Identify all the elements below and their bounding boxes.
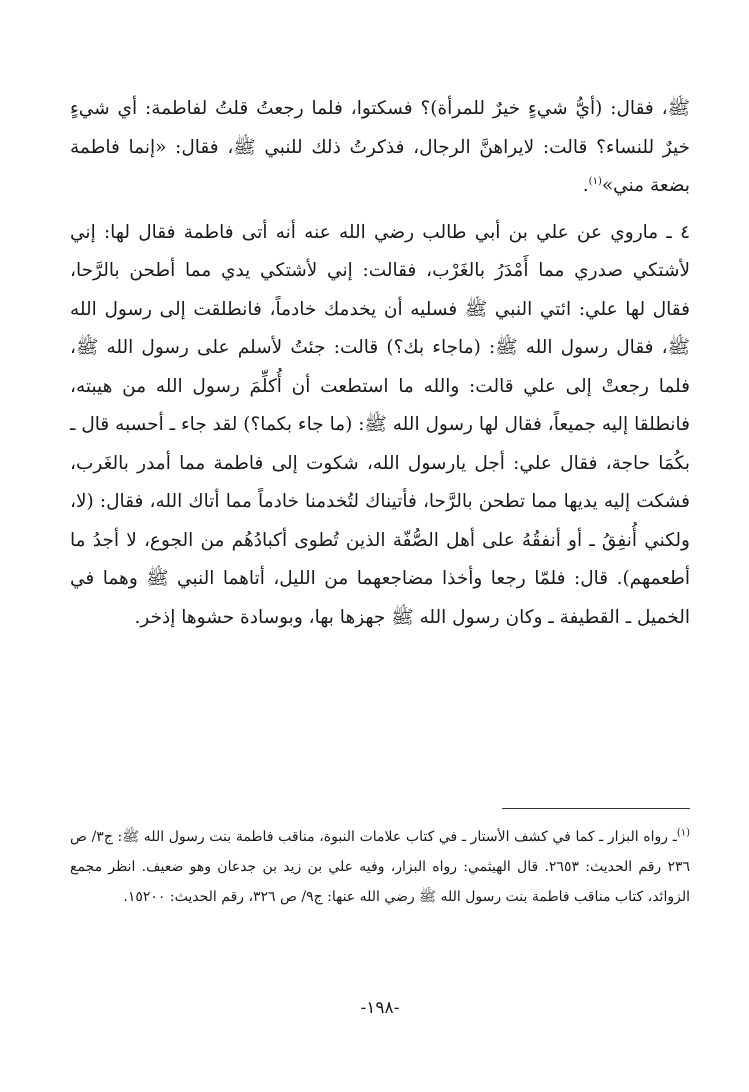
paragraph-1-end: . [582,175,589,196]
footnote-reference: (١) [588,175,602,187]
footnote-text: ـ رواه البزار ـ كما في كشف الأستار ـ في كتاب علامات النبوة، مناقب فاطمة بنت رسول الله ﷺ: ج٣/ ص ٢٣٦ رقم الحديث: ٢٦٥٣. قال الهيثمي: رواه البزار، وفيه علي بن زيد بن جدعان وهو ضعيف. انظر مجمع الزوائد، كتاب مناقب فاطمة بنت رسول الله ﷺ رضي الله عنها: ج٩/ ص ٣٢٦، رقم الحديث: ١٥٢٠٠. [70,829,690,905]
page-body [70,90,690,1070]
paragraph-1-text: ﷺ، فقال: (أيُّ شيءٍ خيرٌ للمرأة)؟ فسكتوا، فلما رجعتُ قلتُ لفاطمة: أي شيءٍ خيرٌ للنساء؟ قالت: لايراهنَّ الرجال، فذكرتُ ذلك للنبي ﷺ، فقال: «إنما فاطمة بضعة مني» [70,98,690,196]
footnote [70,822,690,912]
page-number: -١٩٨- [360,998,400,1018]
footnote-marker: (١) [676,827,690,839]
paragraph-continuation [70,90,690,206]
footnote-divider [502,808,690,809]
paragraph-hadith-4: ٤ ـ ماروي عن علي بن أبي طالب رضي الله عنه أنه أتى فاطمة فقال لها: إني لأشتكي صدري مما أَمْدَرُ بالغَرْب، فقالت: إني لأشتكي يدي مما أطحن بالرَّحا، فقال لها علي: ائتي النبي ﷺ فسليه أن يخدمك خادماً، فانطلقت إلى رسول الله ﷺ، فقال رسول الله ﷺ: (ماجاء بك؟) قالت: جئتُ لأسلم على رسول الله ﷺ، فلما رجعتْ إلى علي قالت: والله ما استطعت أن أُكلِّمَ رسول الله من هيبته، فانطلقا إليه جميعاً، فقال لها رسول الله ﷺ: (ما جاء بكما؟) لقد جاء ـ أحسبه قال ـ بكُمَا حاجة، فقال علي: أجل يارسول الله، شكوت إلى فاطمة مما أمدر بالغَرب، فشكت إليه يديها مما تطحن بالرَّحا، فأتيناك لتُخدمنا خادماً مما أتاك الله، فقال: (لا، ولكني أُنفِقُ ـ أو أنفقُهُ على أهل الصُّفّة الذين تُطوى أكبادُهُم من الجوع، لا أجدُ ما أطعمهم). قال: فلمّا رجعا وأخذا مضاجعهما من الليل، أتاهما النبي ﷺ وهما في الخميل ـ القطيفة ـ وكان رسول الله ﷺ جهزها بها، وبوسادة حشوها إذخر. [70,221,690,628]
